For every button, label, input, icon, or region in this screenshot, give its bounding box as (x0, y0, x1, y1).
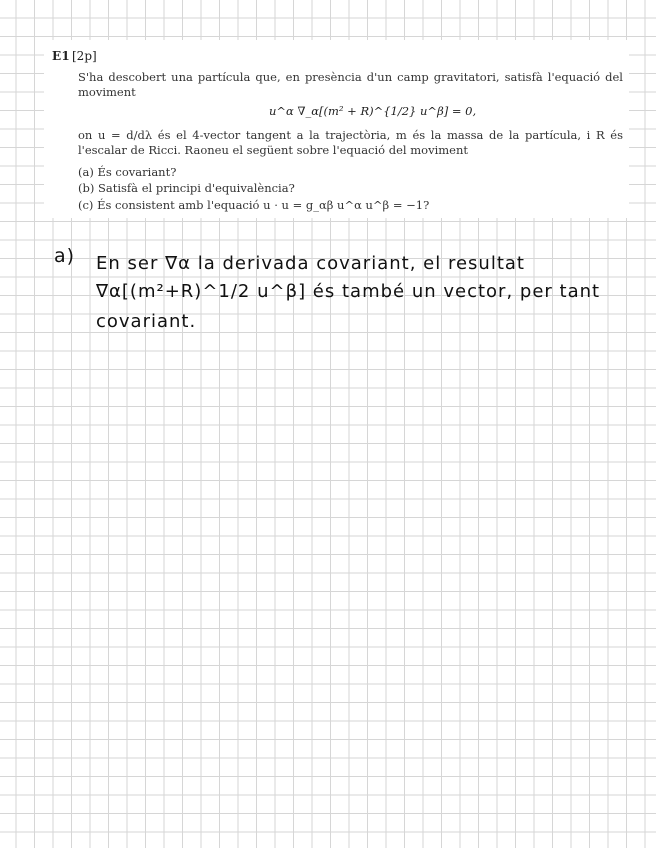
answer-line-1: En ser ∇α la derivada covariant, el resultat (96, 253, 525, 274)
answer-marker: a) (54, 245, 76, 267)
question-b: (b) Satisfà el principi d'equivalència? (78, 181, 295, 195)
answer-line-3: covariant. (96, 311, 197, 332)
question-c: (c) És consistent amb l'equació u · u = g_αβ u^α u^β = −1? (78, 198, 430, 212)
answer-line-2: ∇α[(m²+R)^1/2 u^β] és també un vector, per tant (96, 281, 601, 302)
problem-statement-2: on u = d/dλ és el 4-vector tangent a la trajectòria, m és la massa de la partícula, i R és l'escalar de Ricci. Raoneu el següent sobre l'equació del moviment (78, 128, 623, 157)
question-a: (a) És covariant? (78, 165, 177, 179)
problem-statement-1: S'ha descobert una partícula que, en presència d'un camp gravitatori, satisfà l'equació del moviment (78, 70, 623, 99)
problem-label: E1 (52, 49, 70, 63)
equation-of-motion: u^α ∇_α[(m² + R)^{1/2} u^β] = 0, (269, 104, 477, 118)
problem-block (44, 40, 629, 218)
problem-points: [2p] (72, 49, 97, 63)
